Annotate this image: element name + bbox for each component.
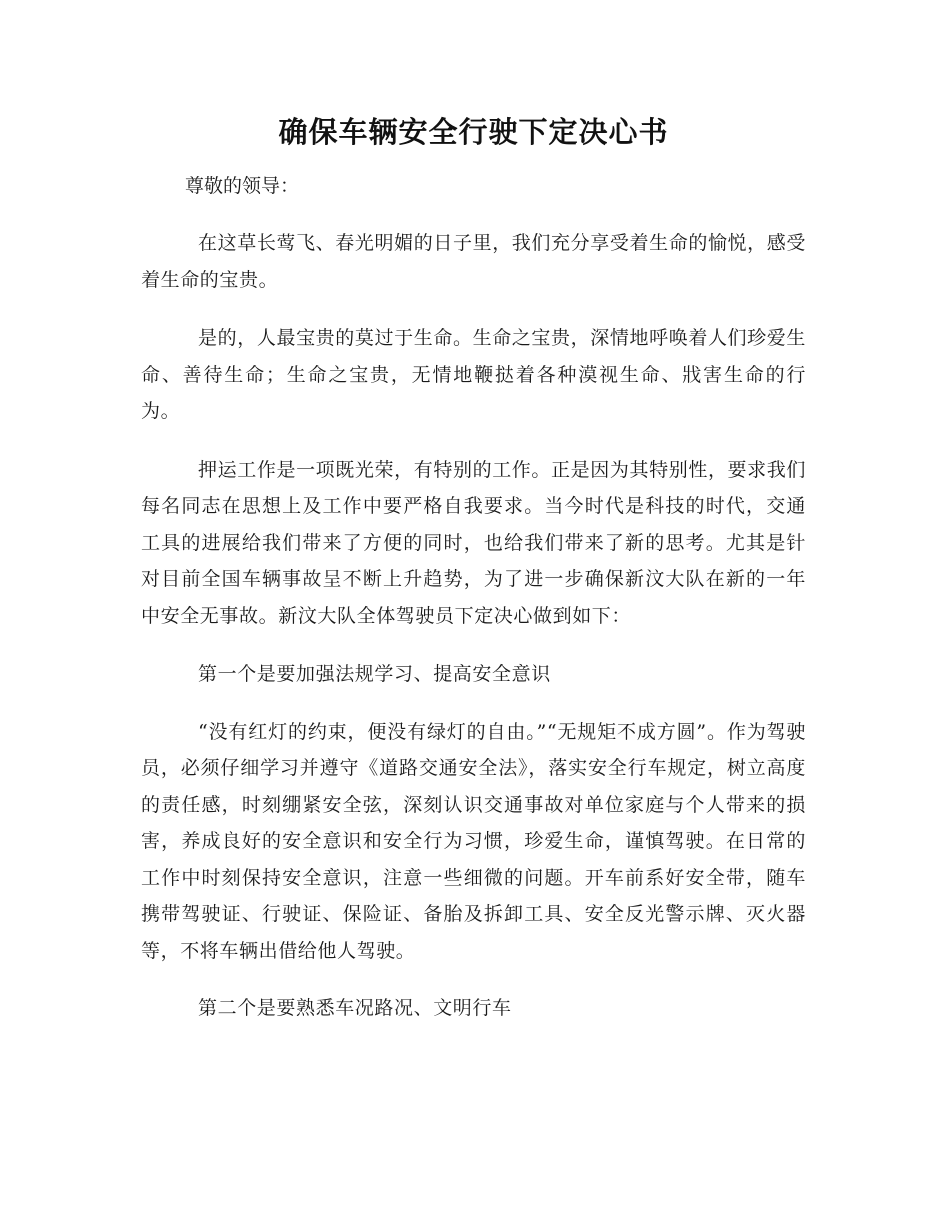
document-page — [141, 106, 806, 1027]
section-heading: 第一个是要加强法规学习、提高安全意识 — [198, 663, 551, 685]
document-title: 确保车辆安全行驶下定决心书 — [278, 115, 669, 149]
paragraph: 是的，人最宝贵的莫过于生命。生命之宝贵，深情地呼唤着人们珍爱生命、善待生命；生命之宝贵，无情地鞭挞着各种漠视生命、戕害生命的行为。 — [141, 327, 806, 422]
paragraph: “没有红灯的约束，便没有绿灯的自由。”“无规矩不成方圆”。作为驾驶员，必须仔细学习并遵守《道路交通安全法》，落实安全行车规定，树立高度的责任感，时刻绷紧安全弦，深刻认识交通事故对单位家庭与个人带来的损害，养成良好的安全意识和安全行为习惯，珍爱生命，谨慎驾驶。在日常的工作中时刻保持安全意识，注意一些细微的问题。开车前系好安全带，随车携带驾驶证、行驶证、保险证、备胎及拆卸工具、安全反光警示牌、灭火器等，不将车辆出借给他人驾驶。 — [141, 720, 806, 962]
paragraph: 在这草长莺飞、春光明媚的日子里，我们充分享受着生命的愉悦，感受着生命的宝贵。 — [141, 232, 806, 291]
section-heading: 第二个是要熟悉车况路况、文明行车 — [198, 997, 512, 1019]
salutation: 尊敬的领导： — [185, 175, 300, 197]
paragraph: 押运工作是一项既光荣，有特别的工作。正是因为其特别性，要求我们每名同志在思想上及工作中要严格自我要求。当今时代是科技的时代，交通工具的进展给我们带来了方便的同时，也给我们带来了新的思考。尤其是针对目前全国车辆事故呈不断上升趋势，为了进一步确保新汶大队在新的一年中安全无事故。新汶大队全体驾驶员下定决心做到如下： — [141, 458, 806, 627]
